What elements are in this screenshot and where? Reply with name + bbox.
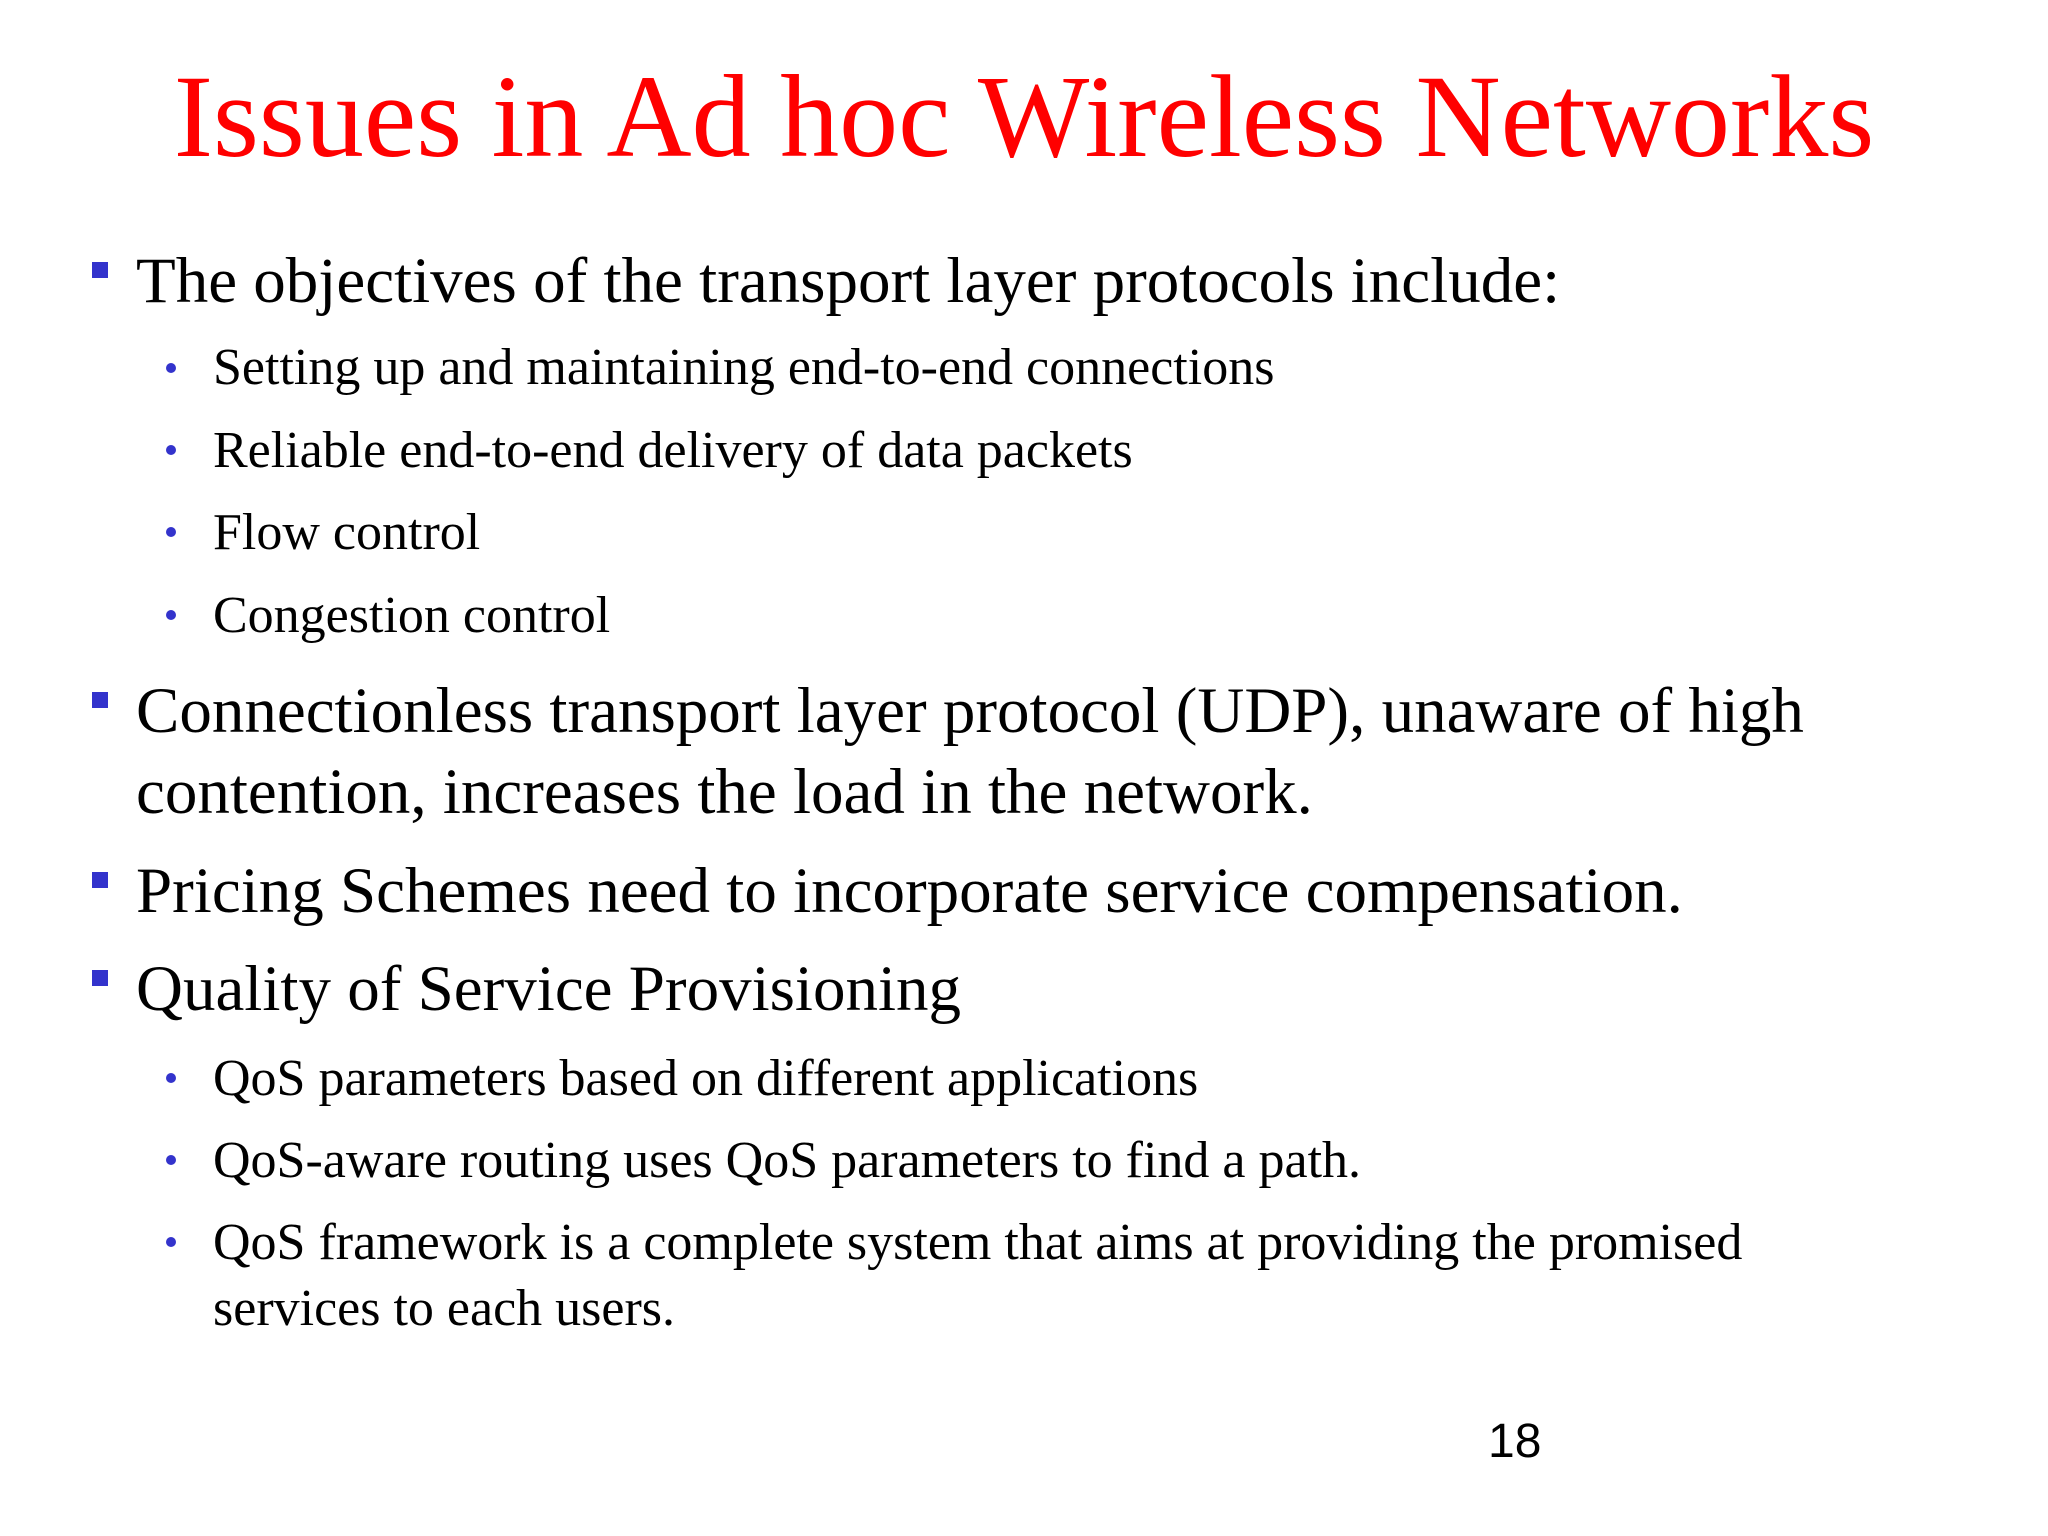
sub-bullet-flow-control: Flow control <box>213 504 481 561</box>
sub-bullet-qos-parameters: QoS parameters based on different applications <box>213 1050 1199 1107</box>
square-bullet-icon <box>92 872 108 888</box>
page-number: 18 <box>1488 1415 1542 1468</box>
bullet-udp-line-2: contention, increases the load in the network. <box>136 756 1313 828</box>
square-bullet-icon <box>92 970 108 986</box>
dot-bullet-icon <box>166 445 176 455</box>
dot-bullet-icon <box>166 1237 176 1247</box>
sub-bullet-qos-framework-line-2: services to each users. <box>213 1280 676 1337</box>
dot-bullet-icon <box>166 1155 176 1165</box>
dot-bullet-icon <box>166 363 176 373</box>
bullet-pricing-schemes: Pricing Schemes need to incorporate service compensation. <box>136 855 1683 927</box>
sub-bullet-qos-framework-line-1: QoS framework is a complete system that aims at providing the promised <box>213 1214 1743 1271</box>
bullet-qos-provisioning: Quality of Service Provisioning <box>136 953 962 1025</box>
dot-bullet-icon <box>166 527 176 537</box>
bullet-udp-line-1: Connectionless transport layer protocol (UDP), unaware of high <box>136 675 1804 747</box>
sub-bullet-qos-aware-routing: QoS-aware routing uses QoS parameters to find a path. <box>213 1132 1362 1189</box>
bullet-transport-objectives: The objectives of the transport layer protocols include: <box>136 245 1561 317</box>
square-bullet-icon <box>92 262 108 278</box>
slide-title: Issues in Ad hoc Wireless Networks <box>173 51 1875 182</box>
sub-bullet-reliable-delivery: Reliable end-to-end delivery of data packets <box>213 422 1133 479</box>
sub-bullet-setting-up-connections: Setting up and maintaining end-to-end connections <box>213 339 1275 396</box>
square-bullet-icon <box>92 692 108 708</box>
sub-bullet-congestion-control: Congestion control <box>213 587 611 644</box>
dot-bullet-icon <box>166 610 176 620</box>
dot-bullet-icon <box>166 1073 176 1083</box>
